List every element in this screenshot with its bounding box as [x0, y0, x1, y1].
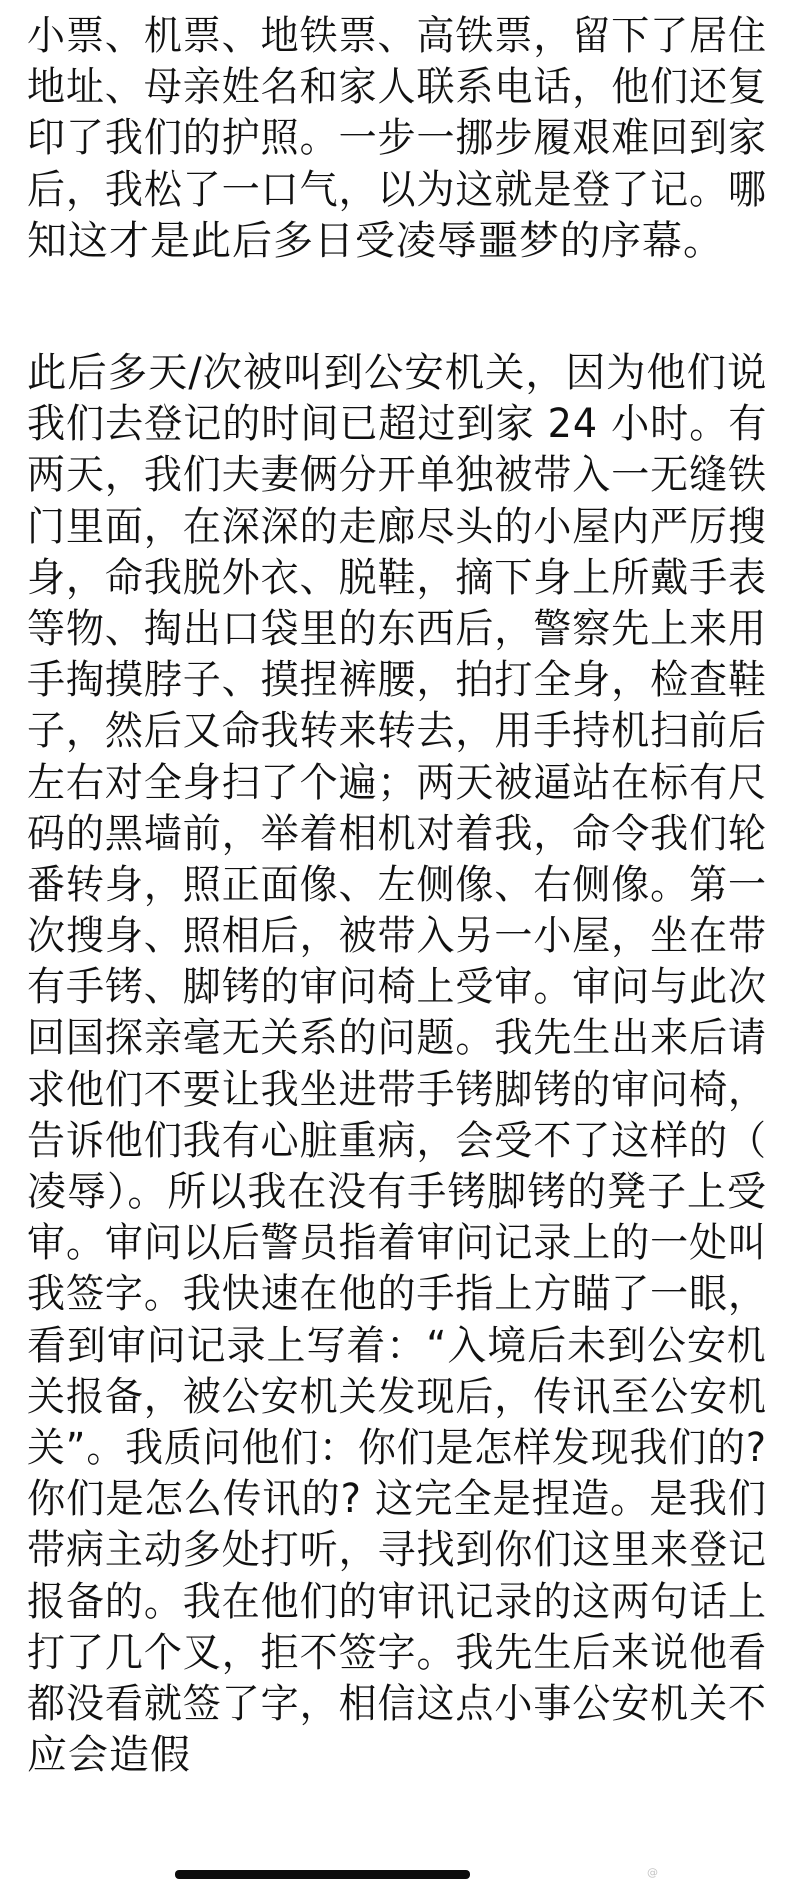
home-indicator-bar — [175, 1870, 470, 1879]
text-line: 身，命我脱外衣、脱鞋，摘下身上所戴手表 — [27, 554, 767, 601]
text-line: 后，我松了一口气，以为这就是登了记。哪 — [27, 166, 767, 213]
text-line: 关”。我质问他们：你们是怎样发现我们的? — [27, 1424, 767, 1471]
text-line: 打了几个叉，拒不签字。我先生后来说他看 — [27, 1629, 767, 1676]
text-line: 凌辱）。所以我在没有手铐脚铐的凳子上受 — [27, 1169, 767, 1215]
text-line: 知这才是此后多日受凌辱噩梦的序幕。 — [27, 217, 724, 264]
text-line: 带病主动多处打听，寻找到你们这里来登记 — [27, 1527, 767, 1574]
text-line: 地址、母亲姓名和家人联系电话，他们还复 — [27, 64, 767, 111]
text-line: 审。审问以后警员指着审问记录上的一处叫 — [27, 1220, 767, 1267]
text-line: 都没看就签了字，相信这点小事公安机关不 — [27, 1680, 767, 1727]
text-line: 我们去登记的时间已超过到家 24 小时。有 — [27, 401, 768, 448]
text-line: 印了我们的护照。一步一挪步履艰难回到家 — [27, 115, 767, 162]
text-line: 手掏摸脖子、摸捏裤腰，拍打全身，检查鞋 — [27, 657, 767, 704]
text-line: 报备的。我在他们的审讯记录的这两句话上 — [27, 1578, 767, 1625]
text-line: 应会造假 — [27, 1732, 191, 1779]
text-line: 门里面，在深深的走廊尽头的小屋内严厉搜 — [27, 503, 767, 550]
text-line: 两天，我们夫妻俩分开单独被带入一无缝铁 — [27, 452, 767, 499]
text-line: 此后多天/次被叫到公安机关，因为他们说 — [27, 350, 768, 396]
text-line: 次搜身、照相后，被带入另一小屋，坐在带 — [27, 913, 767, 960]
paragraph-1 — [27, 11, 767, 267]
watermark-text: @ — [640, 1866, 658, 1879]
text-line: 关报备，被公安机关发现后，传讯至公安机 — [27, 1373, 767, 1420]
text-line: 看到审问记录上写着：“入境后未到公安机 — [27, 1322, 767, 1369]
text-line: 有手铐、脚铐的审问椅上受审。审问与此次 — [27, 964, 767, 1011]
text-line: 小票、机票、地铁票、高铁票，留下了居住 — [27, 13, 767, 59]
text-line: 等物、掏出口袋里的东西后，警察先上来用 — [27, 605, 767, 652]
text-line: 码的黑墙前，举着相机对着我，命令我们轮 — [27, 810, 767, 857]
text-line: 番转身，照正面像、左侧像、右侧像。第一 — [27, 861, 767, 908]
text-line: 告诉他们我有心脏重病，会受不了这样的（ — [27, 1117, 767, 1164]
text-line: 左右对全身扫了个遍；两天被逼站在标有尺 — [27, 759, 767, 806]
text-line: 我签字。我快速在他的手指上方瞄了一眼， — [27, 1271, 767, 1318]
text-line: 你们是怎么传讯的? 这完全是捏造。是我们 — [27, 1476, 767, 1523]
paragraph-2 — [27, 348, 767, 1781]
text-line: 子，然后又命我转来转去，用手持机扫前后 — [27, 708, 767, 755]
text-line: 回国探亲毫无关系的问题。我先生出来后请 — [27, 1015, 767, 1062]
text-line: 求他们不要让我坐进带手铐脚铐的审问椅， — [27, 1066, 767, 1113]
